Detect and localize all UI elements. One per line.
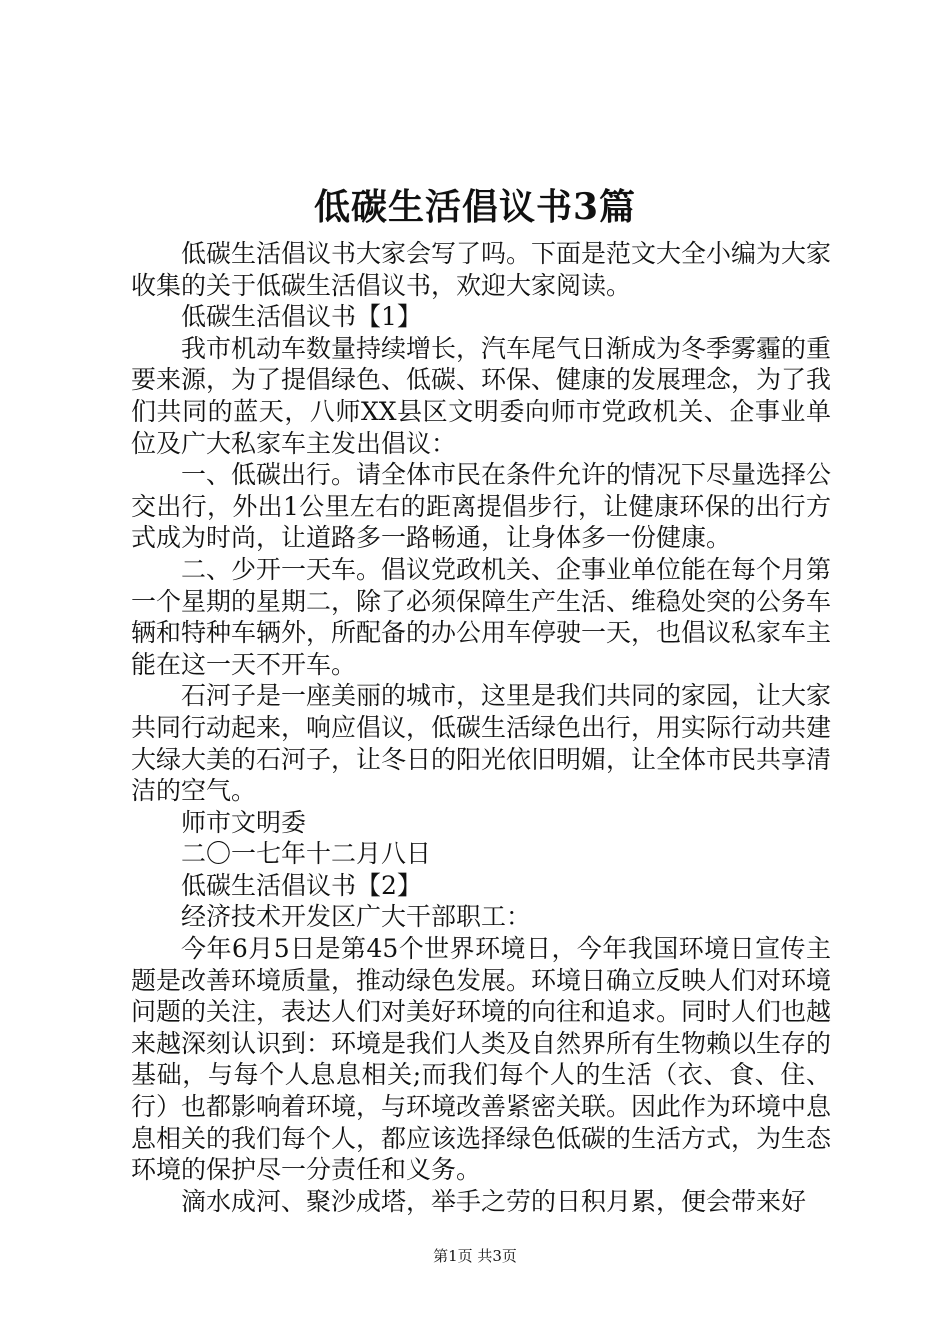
- body-paragraph: 二、少开一天车。倡议党政机关、企事业单位能在每个月第一个星期的星期二，除了必须保障生产生活、维稳处突的公务车辆和特种车辆外，所配备的办公用车停驶一天，也倡议私家车主能在这一天不开车。: [131, 554, 832, 679]
- intro-paragraph: 低碳生活倡议书大家会写了吗。下面是范文大全小编为大家收集的关于低碳生活倡议书，欢迎大家阅读。: [131, 239, 832, 300]
- signature-date: 二〇一七年十二月八日: [181, 839, 432, 869]
- document-title: 低碳生活倡议书3篇: [313, 186, 637, 228]
- page-footer: 第1页 共3页: [433, 1247, 517, 1265]
- section-heading-1: 低碳生活倡议书【1】: [181, 302, 422, 332]
- body-paragraph: 今年6月5日是第45个世界环境日，今年我国环境日宣传主题是改善环境质量，推动绿色发展。环境日确立反映人们对环境问题的关注，表达人们对美好环境的向往和追求。同时人们也越来越深刻认识到：环境是我们人类及自然界所有生物赖以生存的基础，与每个人息息相关;而我们每个人的生活（衣、食、住、行）也都影响着环境，与环境改善紧密关联。因此作为环境中息息相关的我们每个人，都应该选择绿色低碳的生活方式，为生态环境的保护尽一分责任和义务。: [131, 934, 832, 1185]
- section-heading-2: 低碳生活倡议书【2】: [181, 870, 422, 900]
- body-paragraph: 滴水成河、聚沙成塔，举手之劳的日积月累，便会带来好: [181, 1186, 807, 1216]
- document-body: [131, 238, 831, 1217]
- salutation: 经济技术开发区广大干部职工：: [181, 902, 532, 932]
- body-paragraph: 石河子是一座美丽的城市，这里是我们共同的家园，让大家共同行动起来，响应倡议，低碳生活绿色出行，用实际行动共建大绿大美的石河子，让冬日的阳光依旧明媚，让全体市民共享清洁的空气。: [131, 681, 832, 806]
- body-paragraph: 一、低碳出行。请全体市民在条件允许的情况下尽量选择公交出行，外出1公里左右的距离提倡步行，让健康环保的出行方式成为时尚，让道路多一路畅通，让身体多一份健康。: [131, 460, 832, 553]
- signature-org: 师市文明委: [181, 807, 307, 837]
- body-paragraph: 我市机动车数量持续增长，汽车尾气日渐成为冬季雾霾的重要来源，为了提倡绿色、低碳、环保、健康的发展理念，为了我们共同的蓝天，八师XX县区文明委向师市党政机关、企事业单位及广大私家车主发出倡议：: [131, 333, 832, 458]
